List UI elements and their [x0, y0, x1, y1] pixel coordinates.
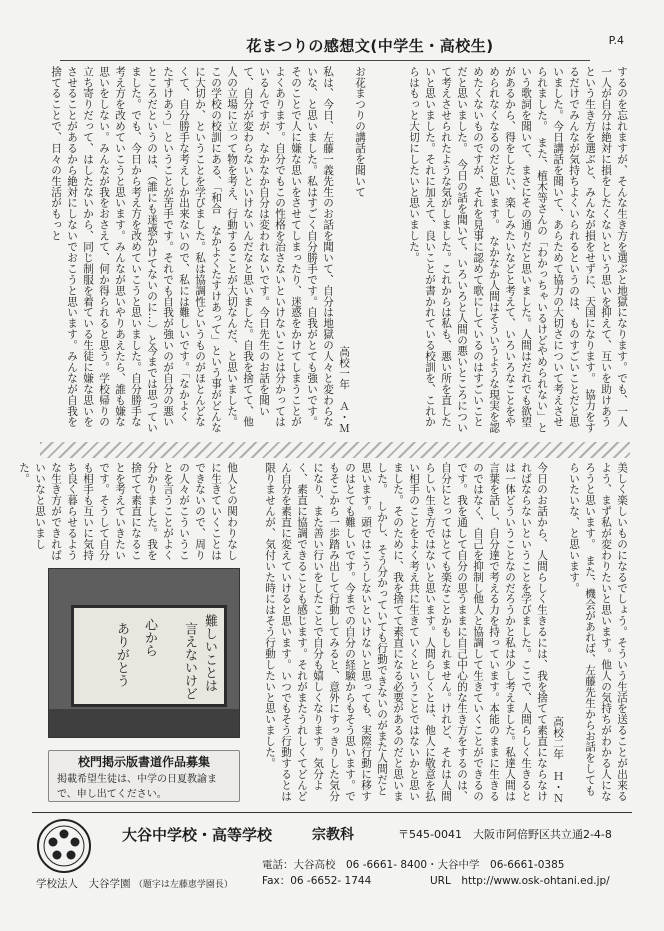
essay-2-body: 私は、今日、左藤一義先生のお話を聞いて、自分は地獄の人々と変わらないな、と思いました。私はすごく自分勝手です。自我がとても強いです。そのことで人に嫌な思いをさせてしまったり、迷惑をかけてしまうことがよくあります。自分でもこの性格を治さないといけないことは分かってはいるんですが、なかなか自分は変われないです。今日先生のお話を聞いて、自分が変わらないといけないんだなと思いました。自我を捨てて、他人の立場に立って物を考え、行動することが大切なんだ、と思いました。この学校の校訓にある、「和合 なかよくたすけあって」という事がどんなに大切か、ということを学びました。私は協調性というものがほとんどなくて、自分勝手な考えしか出来ないので、私には難しいです。「なかよく たすけあう」ということが苦手です。それでも自我が強いのが自分の悪いところだというのは、（誰にも迷惑かけてないのに…）と今までは思っていました。でも、今日から考え方を改めていこうと思いました。自分勝手な考え方を改めていこうと思います。みんなが思いやりあえたら、誰も嫌な思いをしない。みんなが我をおさえて、何か得られると思う。学校帰りの立ち寄りだって、はしたないから、同じ制服を着ている生徒に嫌な思いをさせることがあるから絶対にしないでおこうと思います。みんなが自我を捨てることで、日々の生活がもっと: [50, 66, 334, 434]
essay-3-body: 今日のお話から、人間らしく生きるには、我を捨てて素直にならなければならないということを学びました。ここで、人間らしく生きるとは一体どういうことなのだろうかと私は少し考えました。私達人間は言葉を話し、自分達で考える力を持っています。本能のままに生きるのではなく、自己を抑制し他人と協調して生きていくことができるのです。我を通して自分の思うままに自己中心的な生き方をするのは、自分にとってはとても楽なことかもしれません。けれど、それは人間らしい生き方ではないと思います。人間らしくとは、他人に敬意を払い相手のことをよく考え共に生きていくということではないかと思いました。そのために、我を捨てて素直になる必要があるのだと思いました。 しかし、そう分かっていても行動できないのがまた人間だと思います。頭ではこうしないといけないと思っても、実際行動に移すのはとても難しいです。今までの自分の経験からもそう思います。でもそこから一歩踏み出して行動してみると、意外にすっきりした気分になり、また善い行いをしたことで自分も嬉しくなります。気分よく、素直に協調できることも感じます。それがまたうれしくてどんどん自分を素直に変えていけると思います。いつでもそう行動するとは限りませんが、気付いた時にはそう行動したいと思いました。: [264, 462, 548, 802]
essay-1-continued: [368, 66, 630, 434]
calligraphy-board: [71, 605, 227, 707]
school-address: 〒545-0041 大阪市阿倍野区共立通2-4-8: [398, 828, 612, 841]
notice-title: 校門掲示版書道作品募集: [77, 755, 210, 769]
website-url: URL http://www.osk-ohtani.ed.jp/: [430, 875, 610, 887]
essay-2: [34, 66, 368, 434]
notice-body: 掲載希望生徒は、中学の日夏教諭まで、申し出てください。: [57, 774, 217, 800]
section-divider: [40, 442, 630, 458]
board-line-1: 難しいことは: [202, 614, 217, 692]
board-line-4: ありがとう: [114, 622, 129, 687]
board-line-3: 心から: [142, 618, 157, 657]
calligraphy-credit: （題字は左藤恵学園長）: [133, 880, 233, 890]
fax-number: Fax：06 -6652- 1744: [262, 875, 372, 887]
essay-2-author: 高校一年 Ａ・Ｍ: [338, 346, 350, 434]
essay-3-continued-text: 他人との関わりなしに生きていくことはできないので、周りの人々がこういうことを言うことがよく分かりました。我を捨てて素直になることを考えていきたいです。そうして自分も相手も互いに気持ち良く暮らせるような生き方ができればいいなと思いました。: [18, 462, 238, 561]
school-name: 大谷中学校・高等学校: [122, 826, 273, 844]
board-line-2: 言えないけど: [182, 622, 197, 700]
title-underline: [60, 60, 590, 61]
essay-1-text: するのを忘れますが、そんな生き方を選ぶと地獄になります。でも、一人一人が自分は絶対に損をしたくないという思いを抑えて、互いを助けあうという生き方を選ぶと、みんなが損をせずに、天国になります。 協力をするだけでみんなが気持ちよくいられるというのは、ものすごいことだと思いました。今日講話を聞いて、あらためて協力の大切さについて考えさせられました。 また、植木等さんの「わかっちゃいるけどやめられない」という歌詞を聞いて、まさにその通りだと思いました。人間はだれでも欲望があるから、得をしたい、楽しみたいなどと考えて、いろいろなことをやめられなくなるのだと思います。 なかなか人間はそういうような現実を認めたくないものですが、それを見事に認めて歌にしているのはすごいことだと思いました。 今日の話を聞いて、いろいろと人間の悪いところについて考えさせられたような気がしました。これからは私も、悪い所を直したいと思いました。それに加えて、良いことが書かれている校訓を、これからはもっと大切にしたいと思いました。: [408, 66, 628, 433]
essay-2-continued: 美しく楽しいものになるでしょう。そういう生活を送ることが出来るよう、まず私が変わりたいと思います。他人の気持ちがわかる人になろうと思います。 また、機会があれば、左藤先生からお話をしてもらいたいな、と思います。: [568, 462, 628, 802]
page-title: 花まつりの感想文(中学生・高校生): [246, 37, 494, 55]
essay-3-continued: [18, 462, 240, 562]
essay-3-author: 高校二年 Ｈ・Ｎ: [552, 716, 564, 804]
school-crest-icon: [34, 816, 94, 876]
department-name: 宗教科: [312, 827, 354, 843]
calligraphy-photo: [48, 568, 240, 738]
corporation-name: 学校法人 大谷学園: [36, 878, 131, 890]
telephone: 電話：大谷高校 06 -6661- 8400・大谷中学 06-6661-0385: [262, 859, 565, 871]
footer-divider: [32, 812, 632, 813]
essay-3: [248, 462, 630, 804]
page-number: P.4: [608, 34, 624, 47]
notice-box: [48, 750, 240, 802]
photo-ground: [49, 709, 239, 737]
corporation: [36, 876, 233, 891]
essay-2-label: お花まつりの講話を聞いて: [354, 66, 366, 198]
